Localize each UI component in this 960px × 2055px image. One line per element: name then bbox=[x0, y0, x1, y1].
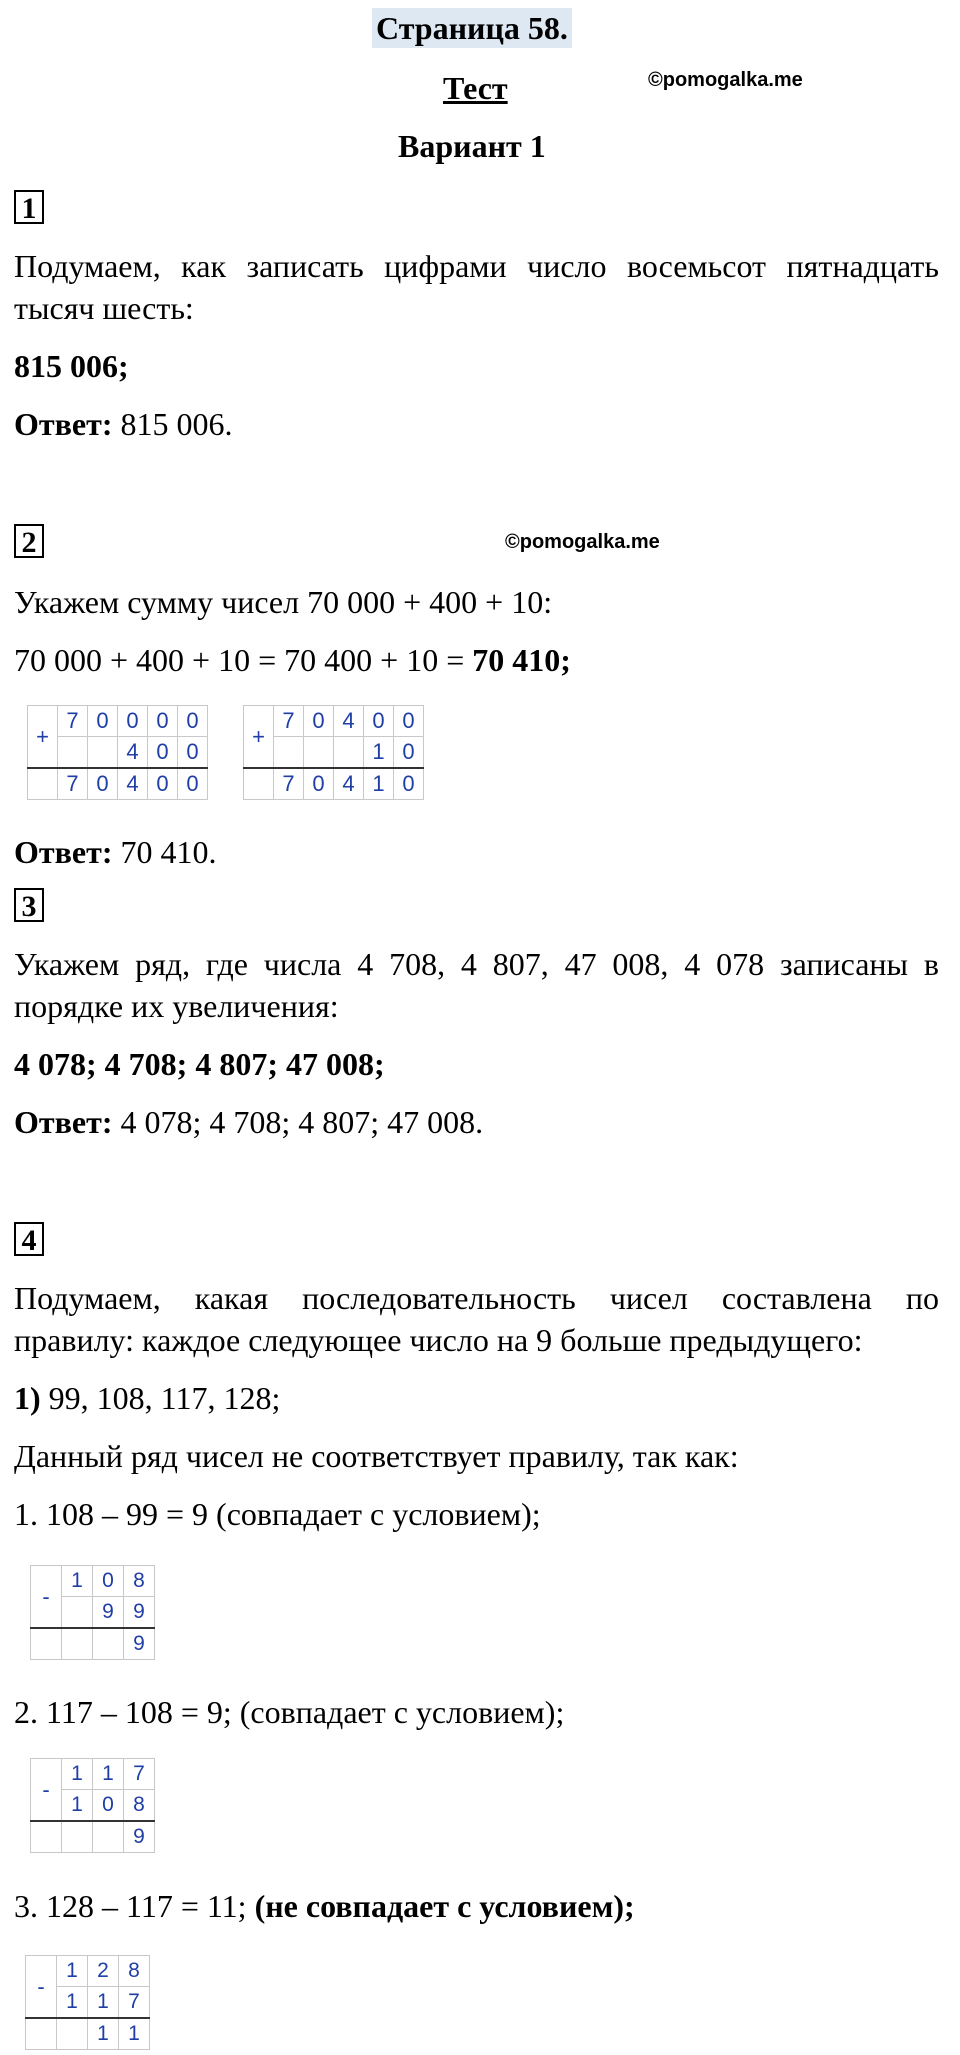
grid-cell: 0 bbox=[148, 706, 178, 737]
grid-cell: 1 bbox=[57, 1956, 88, 1987]
grid-cell: 1 bbox=[88, 1987, 119, 2019]
grid-cell: 0 bbox=[178, 768, 208, 800]
addition-grid-1 bbox=[27, 705, 208, 800]
grid-cell: 0 bbox=[88, 768, 118, 800]
grid-cell: 1 bbox=[62, 1759, 93, 1790]
grid-cell: 1 bbox=[62, 1790, 93, 1822]
grid-cell: 0 bbox=[394, 706, 424, 737]
subtraction-grid-1 bbox=[30, 1565, 155, 1660]
grid-cell: 9 bbox=[124, 1821, 155, 1853]
task2-text: Укажем сумму чисел 70 000 + 400 + 10: bbox=[14, 584, 553, 620]
grid-cell: 8 bbox=[124, 1566, 155, 1597]
grid-cell: 0 bbox=[148, 737, 178, 769]
task-number-1: 1 bbox=[14, 190, 44, 224]
grid-cell: 0 bbox=[394, 737, 424, 769]
grid-cell: 0 bbox=[304, 768, 334, 800]
test-heading: Тест bbox=[443, 70, 508, 106]
task4-reason: Данный ряд чисел не соответствует правилу, так как: bbox=[14, 1438, 739, 1474]
plus-sign: + bbox=[28, 706, 58, 769]
task4-step2: 2. 117 – 108 = 9; (совпадает с условием); bbox=[14, 1694, 565, 1730]
grid-cell: 1 bbox=[93, 1759, 124, 1790]
minus-sign: - bbox=[31, 1566, 62, 1629]
grid-cell: 0 bbox=[118, 706, 148, 737]
grid-cell bbox=[88, 737, 118, 769]
task-number-4: 4 bbox=[14, 1222, 44, 1256]
grid-cell: 7 bbox=[274, 706, 304, 737]
grid-cell bbox=[28, 768, 58, 800]
task-number-2: 2 bbox=[14, 524, 44, 558]
grid-cell bbox=[244, 768, 274, 800]
grid-cell: 1 bbox=[364, 768, 394, 800]
grid-cell: 2 bbox=[88, 1956, 119, 1987]
task4-option1: 1) 99, 108, 117, 128; bbox=[14, 1380, 281, 1416]
grid-cell: 1 bbox=[119, 2018, 150, 2050]
grid-cell bbox=[58, 737, 88, 769]
task2-answer: Ответ: 70 410. bbox=[14, 834, 217, 870]
subtraction-grid-2 bbox=[30, 1758, 155, 1853]
grid-cell: 0 bbox=[304, 706, 334, 737]
grid-cell: 9 bbox=[124, 1628, 155, 1660]
grid-cell bbox=[26, 2018, 57, 2050]
grid-cell: 0 bbox=[364, 706, 394, 737]
task3-text-line1: Укажем ряд, где числа 4 708, 4 807, 47 008, 4 078 записаны в bbox=[14, 946, 939, 982]
watermark: ©pomogalka.me bbox=[505, 531, 660, 553]
grid-cell: 0 bbox=[394, 768, 424, 800]
grid-cell bbox=[62, 1821, 93, 1853]
variant-heading: Вариант 1 bbox=[398, 128, 546, 164]
grid-cell: 1 bbox=[364, 737, 394, 769]
grid-cell: 0 bbox=[178, 706, 208, 737]
subtraction-grid-3 bbox=[25, 1955, 150, 2050]
grid-cell: 1 bbox=[62, 1566, 93, 1597]
task3-text-line2: порядке их увеличения: bbox=[14, 988, 339, 1024]
task2-expression: 70 000 + 400 + 10 = 70 400 + 10 = 70 410; bbox=[14, 642, 571, 678]
grid-cell: 4 bbox=[118, 768, 148, 800]
grid-cell: 0 bbox=[178, 737, 208, 769]
task1-result: 815 006; bbox=[14, 348, 129, 384]
task3-answer: Ответ: 4 078; 4 708; 4 807; 47 008. bbox=[14, 1104, 484, 1140]
watermark: ©pomogalka.me bbox=[648, 69, 803, 91]
grid-cell: 9 bbox=[124, 1597, 155, 1629]
grid-cell bbox=[62, 1597, 93, 1629]
grid-cell: 7 bbox=[58, 706, 88, 737]
grid-cell: 1 bbox=[57, 1987, 88, 2019]
grid-cell: 8 bbox=[119, 1956, 150, 1987]
grid-cell bbox=[62, 1628, 93, 1660]
minus-sign: - bbox=[31, 1759, 62, 1822]
grid-cell bbox=[57, 2018, 88, 2050]
grid-cell: 4 bbox=[334, 768, 364, 800]
grid-cell bbox=[93, 1821, 124, 1853]
task3-result: 4 078; 4 708; 4 807; 47 008; bbox=[14, 1046, 385, 1082]
grid-cell: 7 bbox=[119, 1987, 150, 2019]
grid-cell: 1 bbox=[88, 2018, 119, 2050]
task-number-3: 3 bbox=[14, 888, 44, 922]
plus-sign: + bbox=[244, 706, 274, 769]
grid-cell: 0 bbox=[93, 1566, 124, 1597]
task1-answer: Ответ: 815 006. bbox=[14, 406, 233, 442]
grid-cell: 0 bbox=[148, 768, 178, 800]
grid-cell bbox=[31, 1821, 62, 1853]
task4-text-line1: Подумаем, какая последовательность чисел составлена по bbox=[14, 1280, 939, 1316]
grid-cell bbox=[334, 737, 364, 769]
task4-step3: 3. 128 – 117 = 11; (не совпадает с условием); bbox=[14, 1888, 635, 1924]
grid-cell: 7 bbox=[274, 768, 304, 800]
grid-cell: 0 bbox=[88, 706, 118, 737]
grid-cell: 4 bbox=[334, 706, 364, 737]
grid-cell bbox=[274, 737, 304, 769]
grid-cell bbox=[304, 737, 334, 769]
task1-text-line2: тысяч шесть: bbox=[14, 290, 194, 326]
minus-sign: - bbox=[26, 1956, 57, 2019]
task1-text-line1: Подумаем, как записать цифрами число восемьсот пятнадцать bbox=[14, 248, 939, 284]
task4-text-line2: правилу: каждое следующее число на 9 больше предыдущего: bbox=[14, 1322, 863, 1358]
grid-cell: 7 bbox=[58, 768, 88, 800]
page-title: Страница 58. bbox=[372, 8, 572, 48]
task4-step1: 1. 108 – 99 = 9 (совпадает с условием); bbox=[14, 1496, 541, 1532]
grid-cell: 8 bbox=[124, 1790, 155, 1822]
grid-cell bbox=[31, 1628, 62, 1660]
grid-cell bbox=[93, 1628, 124, 1660]
grid-cell: 0 bbox=[93, 1790, 124, 1822]
grid-cell: 9 bbox=[93, 1597, 124, 1629]
grid-cell: 7 bbox=[124, 1759, 155, 1790]
addition-grid-2 bbox=[243, 705, 424, 800]
grid-cell: 4 bbox=[118, 737, 148, 769]
